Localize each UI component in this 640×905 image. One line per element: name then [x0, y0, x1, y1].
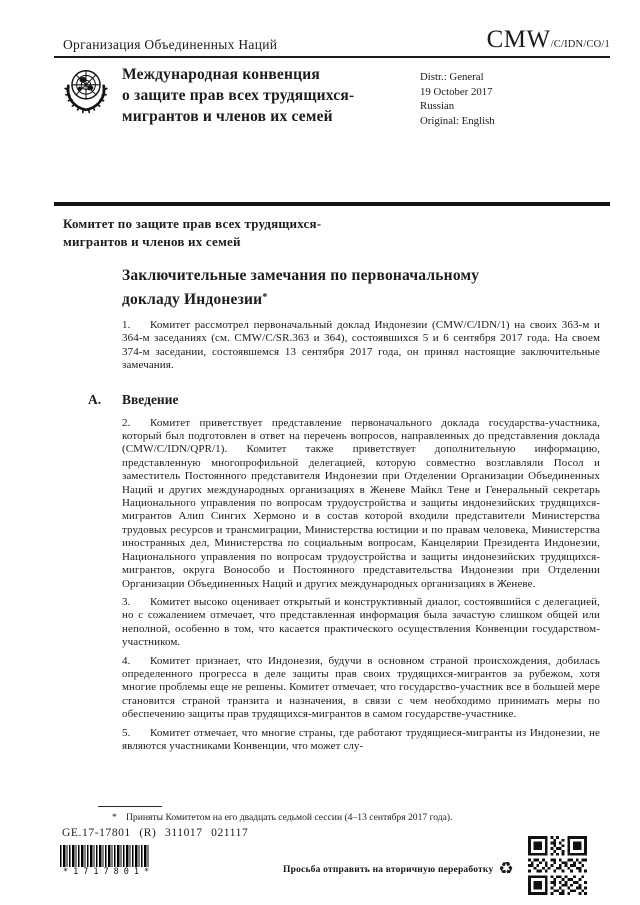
barcode-bars: [60, 845, 150, 867]
recycle-notice-text: Просьба отправить на вторичную переработку: [283, 864, 494, 875]
document-symbol: [487, 26, 610, 54]
footnote: [110, 812, 600, 824]
distr-line: Distr.: General: [420, 71, 484, 83]
committee-name-line1: Комитет по защите прав всех трудящихся-: [63, 216, 322, 231]
paragraph-number: 4.: [122, 654, 131, 667]
footnote-marker: *: [112, 812, 117, 823]
paragraph-number: 1.: [122, 319, 131, 331]
language-line: Russian: [420, 100, 455, 113]
date-line: 19 October 2017: [420, 85, 493, 98]
convention-title-line1: Международная конвенция: [122, 66, 320, 83]
paragraph-number: 3.: [122, 595, 131, 608]
committee-name-line2: мигрантов и членов их семей: [63, 233, 241, 249]
section-a-heading: [88, 391, 600, 408]
paragraph-1: [122, 319, 600, 373]
paragraph-5: [122, 727, 600, 754]
un-org-name: Организация Объединенных Наций: [63, 37, 278, 52]
paragraph-number: 2.: [122, 416, 131, 429]
title-footnote-marker: *: [262, 291, 268, 303]
masthead-divider: [54, 202, 610, 206]
recycle-icon: ♻: [498, 859, 514, 879]
barcode: [60, 845, 155, 877]
paragraph-text: Комитет приветствует представление первоначального доклада государства-участника, который был подготовлен в ответ на перечень вопросов, направленных до представления доклада (CMW/C/IDN/QPR/1). Комитет также приветствует дополнительную информацию, представленную многопрофильной делегацией, которую совместно возглавляли Посол и заместитель Постоянного представителя Индонезии при Отделении Организации Объединенных Наций и других международных организациях в Женеве Майкл Тене и Генеральный секретарь Национального управления по вопросам трудоустройства и защиты индонезийских трудящихся-мигрантов Алип Сингих Хермоно и в состав которой входили представители Министерства трудовых ресурсов и трансмиграции, Министерства юстиции и по правам человека, Министерства иностранных дел, Министерства по социальным вопросам, Канцелярии Президента Индонезии, Национального управления по вопросам трудоустройства и защиты индонезийских трудящихся-мигрантов, округа Вонособо и Постоянного представительства Индонезии при Отделении Организации Объединенных Наций и других международных организациях в Женеве.: [122, 416, 600, 590]
document-title: [122, 265, 514, 310]
paragraph-text: Комитет отмечает, что многие страны, где работают трудящиеся-мигранты из Индонезии, не являются участниками Конвенции, что может слу-: [122, 726, 600, 752]
distribution-block: [420, 70, 495, 128]
document-symbol-suffix: /C/IDN/CO/1: [550, 39, 610, 50]
paragraph-4: [122, 655, 600, 722]
paragraph-2: [122, 417, 600, 591]
document-body: [88, 265, 600, 753]
header-divider: [54, 56, 610, 58]
footnote-divider: [98, 806, 162, 807]
original-language-line: Original: English: [420, 114, 495, 127]
ge-document-number: GE.17-17801 (R) 311017 021117: [62, 827, 249, 839]
paragraph-text: Комитет признает, что Индонезия, будучи в основном страной происхождения, добилась определенного прогресса в деле защиты прав своих трудящихся-мигрантов за рубежом, хотя многие проблемы еще не решены. Комитет отмечает, что государство-участник все в большей мере становится страной транзита и назначения, в связи с чем необходимо принимать меры по обеспечению защиты прав трудящихся-мигрантов в самом государстве-участнике.: [122, 654, 600, 721]
section-a-title: Введение: [122, 391, 179, 407]
recycle-notice: [283, 861, 514, 878]
un-emblem-icon: [61, 65, 111, 115]
document-title-text: Заключительные замечания по первоначальному докладу Индонезии: [122, 267, 480, 308]
paragraph-number: 5.: [122, 726, 131, 739]
committee-name: [63, 215, 321, 250]
convention-title: [122, 64, 354, 127]
paragraph-text: Комитет высоко оценивает открытый и конструктивный диалог, состоявшийся с делегацией, но с сожалением отмечает, что представленная информация была зачастую слишком общей или неполной, особенно в том, что касается практического осуществления Конвенции государством-участником.: [122, 595, 600, 649]
paragraph-text: Комитет рассмотрел первоначальный доклад Индонезии (CMW/C/IDN/1) на своих 363-м и 364-м заседаниях (см. CMW/C/SR.363 и 364), состоявшихся 5 и 6 сентября 2017 года. На своем 374-м заседании, состоявшемся 13 сентября 2017 года, он принял настоящие заключительные замечания.: [122, 319, 600, 372]
section-a-label: A.: [88, 391, 102, 407]
convention-title-line3: мигрантов и членов их семей: [122, 108, 333, 125]
barcode-label: *1717801*: [63, 867, 155, 877]
paragraph-3: [122, 596, 600, 650]
footnote-text: Приняты Комитетом на его двадцать седьмой сессии (4–13 сентября 2017 года).: [126, 812, 453, 823]
qr-code: [528, 836, 587, 895]
document-symbol-main: CMW: [486, 26, 551, 53]
convention-title-line2: о защите прав всех трудящихся-: [122, 87, 355, 104]
